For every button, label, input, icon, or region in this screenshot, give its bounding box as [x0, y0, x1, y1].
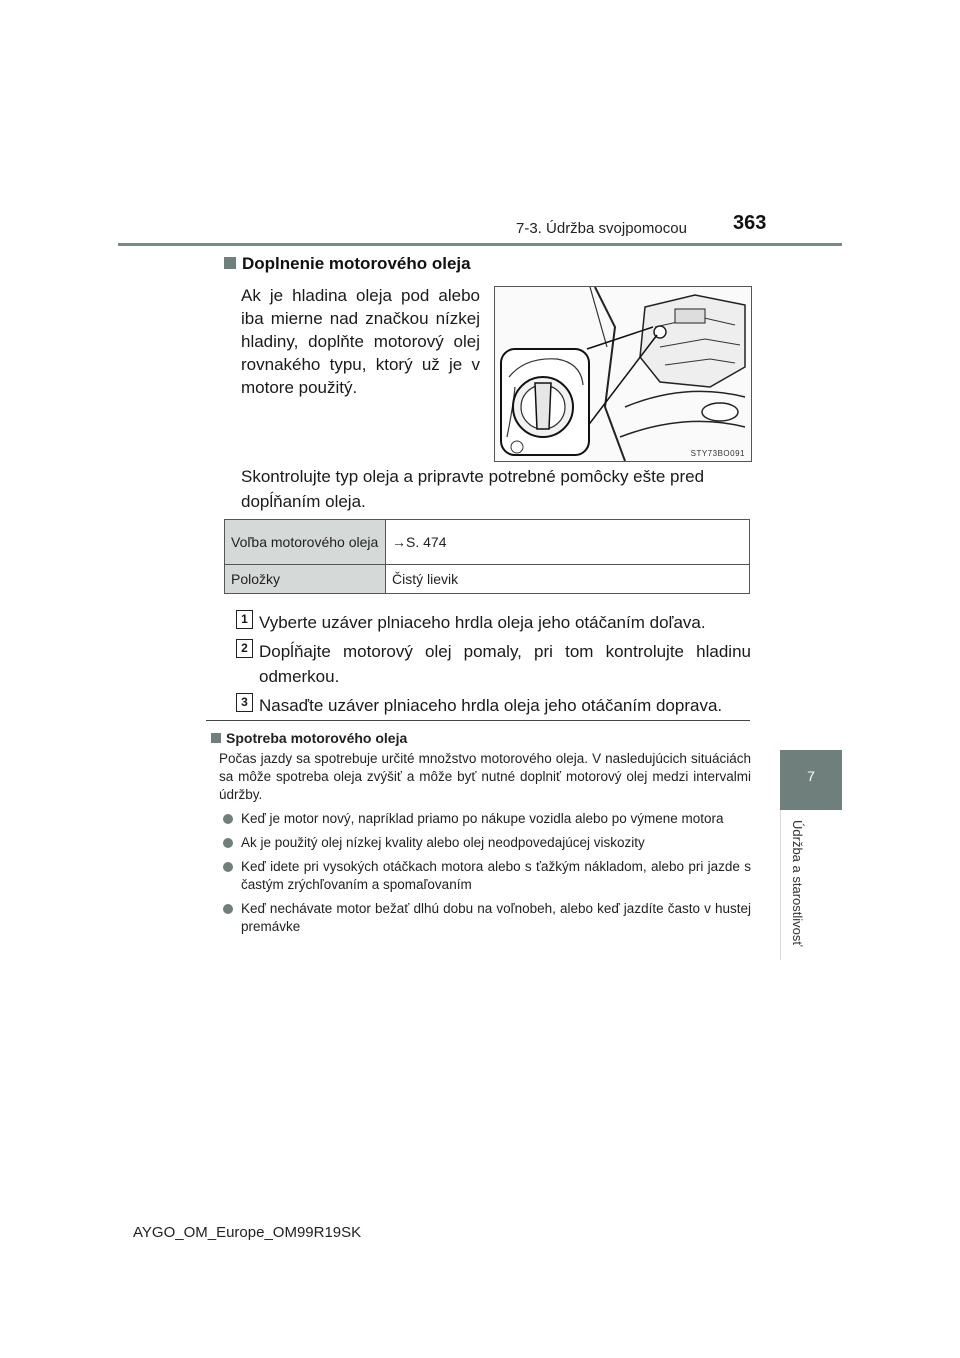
note-square-icon	[211, 733, 221, 743]
table-row	[225, 520, 750, 565]
engine-illustration	[494, 286, 752, 462]
footer-doc-id: AYGO_OM_Europe_OM99R19SK	[133, 1224, 362, 1241]
list-item	[211, 810, 751, 828]
step-item	[236, 610, 751, 635]
section-heading-text: Doplnenie motorového oleja	[242, 254, 471, 273]
table-cell-value: Čistý lievik	[386, 565, 750, 594]
heading-square-icon	[224, 257, 236, 269]
step-text: Nasaďte uzáver plniaceho hrdla oleja jeho otáčaním doprava.	[259, 696, 723, 715]
step-item	[236, 639, 751, 689]
bullet-dot-icon	[223, 814, 233, 824]
note-paragraph: Počas jazdy sa spotrebuje určité množstvo motorového oleja. V nasledujúcich situáciách sa môže spotreba oleja zvýšiť a môže byť nutné doplniť motorový olej medzi intervalmi údržby.	[219, 751, 751, 802]
section-heading	[224, 254, 471, 274]
check-instruction: Skontrolujte typ oleja a pripravte potrebné pomôcky ešte pred dopĺňaním oleja.	[241, 467, 705, 511]
requirements-table	[224, 519, 750, 594]
table-cell-label: Položky	[225, 565, 386, 594]
note-heading-text: Spotreba motorového oleja	[226, 730, 408, 746]
bullet-dot-icon	[223, 862, 233, 872]
bullet-dot-icon	[223, 904, 233, 914]
page-number: 363	[733, 212, 767, 234]
table-cell-value: →S. 474	[386, 520, 750, 565]
bullet-dot-icon	[223, 838, 233, 848]
step-item	[236, 693, 751, 718]
list-item	[211, 834, 751, 852]
list-item	[211, 858, 751, 894]
step-number-badge: 1	[236, 610, 253, 629]
bullet-text: Keď je motor nový, napríklad priamo po nákupe vozidla alebo po výmene motora	[241, 811, 724, 826]
step-list	[236, 610, 751, 722]
header-rule	[118, 243, 842, 246]
table-cell-label: Voľba motorového oleja	[225, 520, 386, 565]
note-heading	[211, 730, 751, 746]
step-text: Dopĺňajte motorový olej pomaly, pri tom kontrolujte hladinu odmerkou.	[259, 642, 751, 686]
step-number-badge: 2	[236, 639, 253, 658]
note-block	[211, 730, 751, 942]
step-text: Vyberte uzáver plniaceho hrdla oleja jeho otáčaním doľava.	[259, 613, 706, 632]
chapter-number: 7	[807, 768, 815, 784]
figure-code: STY73BO091	[690, 449, 745, 458]
step-number-badge: 3	[236, 693, 253, 712]
bullet-text: Keď nechávate motor bežať dlhú dobu na voľnobeh, alebo keď jazdíte často v hustej premávke	[241, 901, 751, 934]
bullet-text: Ak je použitý olej nízkej kvality alebo olej neodpovedajúcej viskozity	[241, 835, 645, 850]
table-row	[225, 565, 750, 594]
list-item	[211, 900, 751, 936]
header-section-title: 7-3. Údržba svojpomocou	[516, 220, 687, 237]
section-divider	[206, 720, 750, 721]
bullet-text: Keď idete pri vysokých otáčkach motora alebo s ťažkým nákladom, alebo pri jazde s častým zrýchľovaním a spomaľovaním	[241, 859, 751, 892]
engine-oil-cap-illustration	[495, 287, 751, 461]
intro-text: Ak je hladina oleja pod alebo iba mierne nad značkou nízkej hladiny, doplňte motorový olej rovnakého typu, ktorý už je v motore použitý.	[241, 286, 480, 397]
chapter-label: Údržba a starostlivosť	[790, 820, 805, 947]
